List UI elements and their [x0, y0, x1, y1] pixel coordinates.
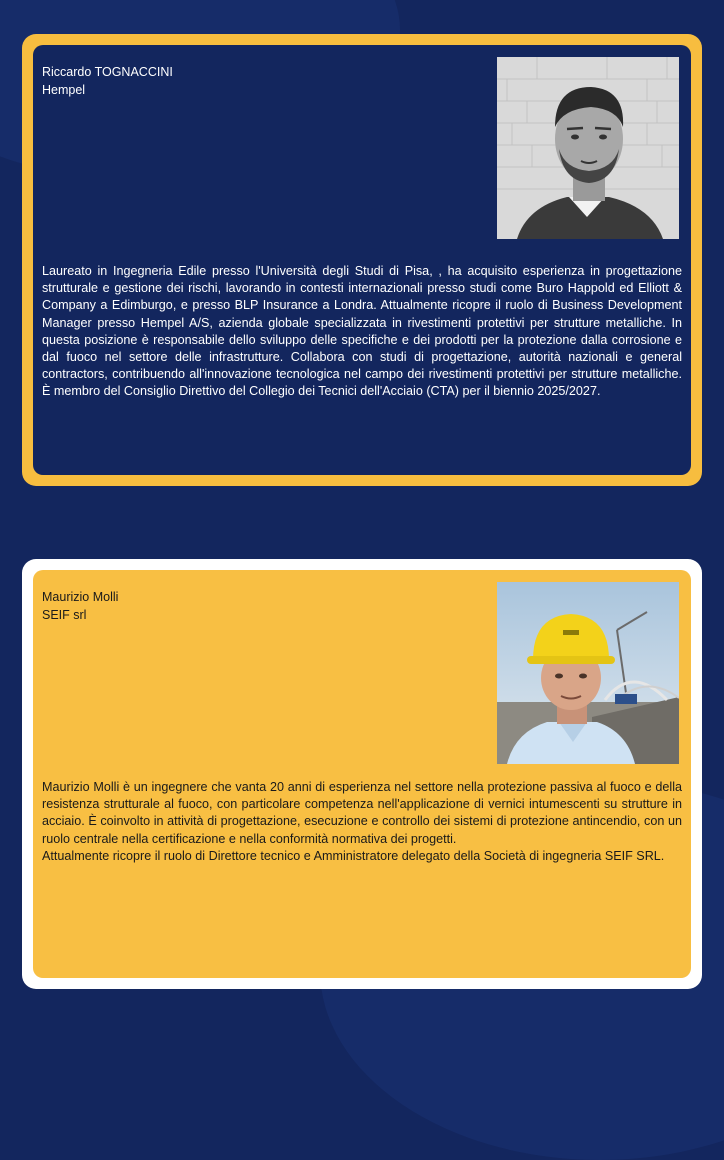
speaker-name: Riccardo TOGNACCINI	[42, 65, 173, 79]
speaker-company: Hempel	[42, 83, 86, 97]
speaker-card-molli	[22, 559, 702, 989]
speaker-card-body	[33, 570, 691, 978]
bio-paragraph: Laureato in Ingegneria Edile presso l'Università degli Studi di Pisa, , ha acquisito esperienza in progettazione strutturale e gestione dei rischi, lavorando in contesti internazionali presso studi come Buro Happold ed Elliott & Company a Edimburgo, e presso BLP Insurance a Londra. Attualmente ricopre il ruolo di Business Development Manager presso Hempel A/S, azienda globale specializzata in rivestimenti protettivi per strutture metalliche. In questa posizione è responsabile dello sviluppo delle specifiche e dei prodotti per la protezione dalla corrosione e dal fuoco nel settore delle infrastrutture. Collabora con studi di progettazione, autorità nazionali e general contractors, contribuendo all'innovazione tecnologica nel campo dei rivestimenti protettivi per strutture metalliche. È membro del Consiglio Direttivo del Collegio dei Tecnici dell'Acciaio (CTA) per il biennio 2025/2027.	[42, 264, 682, 399]
portrait-photo-icon	[497, 57, 679, 239]
speaker-name: Maurizio Molli	[42, 590, 119, 604]
speaker-card-body	[33, 45, 691, 475]
speaker-bio	[42, 779, 682, 865]
bio-paragraph: Maurizio Molli è un ingegnere che vanta 20 anni di esperienza nel settore nella protezione passiva al fuoco e della resistenza strutturale al fuoco, con particolare competenza nell'applicazione di vernici intumescenti su strutture in acciaio. È coinvolto in attività di progettazione, esecuzione e controllo dei sistemi di protezione antincendio, con un ruolo centrale nella certificazione e nella conformità normativa dei progetti.	[42, 780, 682, 846]
speaker-card-tognaccini	[22, 34, 702, 486]
speaker-bio	[42, 263, 682, 401]
speaker-heading	[42, 63, 173, 99]
bio-paragraph: Attualmente ricopre il ruolo di Direttore tecnico e Amministratore delegato della Società di ingegneria SEIF SRL.	[42, 848, 665, 863]
speaker-photo	[497, 582, 679, 764]
speaker-heading	[42, 588, 118, 624]
speaker-company: SEIF srl	[42, 608, 87, 622]
speaker-photo	[497, 57, 679, 239]
portrait-photo-hard-hat-icon	[497, 582, 679, 764]
